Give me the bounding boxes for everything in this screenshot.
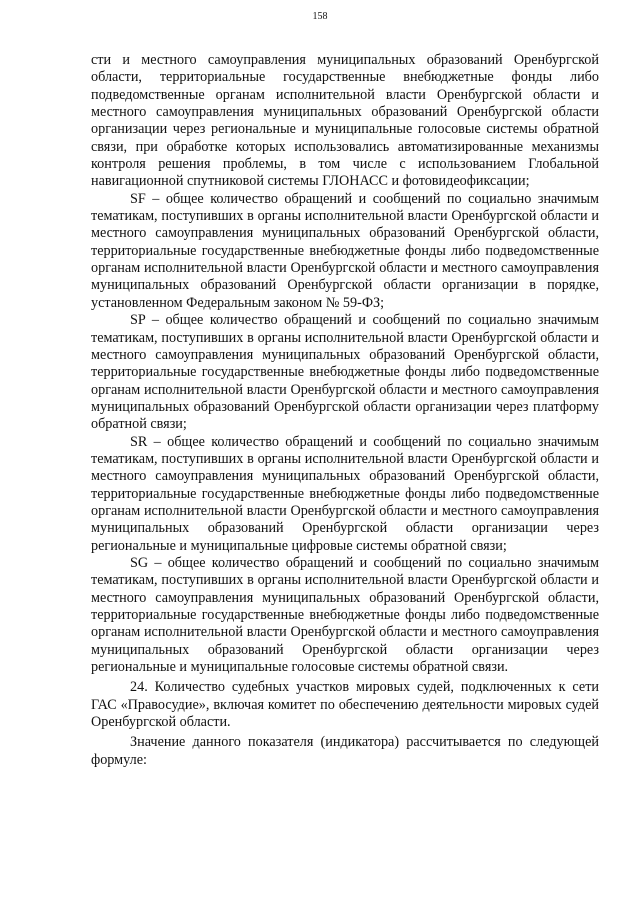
paragraph-item-24: 24. Количество судебных участков мировых судей, подключенных к сети ГАС «Правосудие», включая комитет по обеспечению деятельности мировых судей Оренбургской области. bbox=[91, 679, 599, 731]
body-text bbox=[91, 52, 599, 769]
paragraph-sg-definition: SG – общее количество обращений и сообщений по социально значимым тематикам, поступивших в органы исполнительной власти Оренбургской области и местного самоуправления муниципальных образований Оренбургской области, территориальные государственные внебюджетные фонды либо подведомственные органам исполнительной власти Оренбургской области и местного самоуправления муниципальных образований Оренбургской области организации через региональные и муниципальные голосовые системы обратной связи. bbox=[91, 554, 599, 676]
page-number: 158 bbox=[312, 11, 328, 22]
paragraph-continuation: сти и местного самоуправления муниципальных образований Оренбургской области, территориальные государственные внебюджетные фонды либо подведомственные органам исполнительной власти Оренбургской области и местного самоуправления муниципальных образований Оренбургской области организации через региональные и муниципальные голосовые системы обратной связи, при обработке которых использовались автоматизированные механизмы контроля решения проблемы, в том числе с использованием Глобальной навигационной спутниковой системы ГЛОНАСС и фотовидеофиксации; bbox=[91, 52, 599, 190]
paragraph-sf-definition: SF – общее количество обращений и сообщений по социально значимым тематикам, поступивших в органы исполнительной власти Оренбургской области и местного самоуправления муниципальных образований Оренбургской области, территориальные государственные внебюджетные фонды либо подведомственные органам исполнительной власти Оренбургской области и местного самоуправления муниципальных образований Оренбургской области организации в порядке, установленном Федеральным законом № 59-ФЗ; bbox=[91, 190, 599, 311]
paragraph-sr-definition: SR – общее количество обращений и сообщений по социально значимым тематикам, поступивших в органы исполнительной власти Оренбургской области и местного самоуправления муниципальных образований Оренбургской области, территориальные государственные внебюджетные фонды либо подведомственные органам исполнительной власти Оренбургской области и местного самоуправления муниципальных образований Оренбургской области организации через региональные и муниципальные цифровые системы обратной связи; bbox=[91, 433, 599, 554]
paragraph-sp-definition: SP – общее количество обращений и сообщений по социально значимым тематикам, поступивших в органы исполнительной власти Оренбургской области и местного самоуправления муниципальных образований Оренбургской области, территориальные государственные внебюджетные фонды либо подведомственные органам исполнительной власти Оренбургской области и местного самоуправления муниципальных образований Оренбургской области организации через платформу обратной связи; bbox=[91, 312, 599, 433]
paragraph-formula-intro: Значение данного показателя (индикатора) рассчитывается по следующей формуле: bbox=[91, 734, 599, 768]
